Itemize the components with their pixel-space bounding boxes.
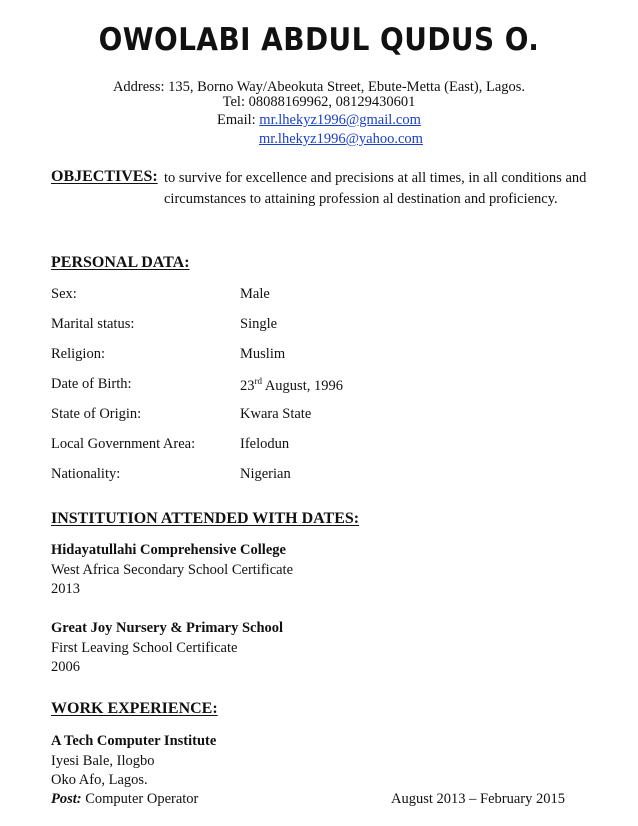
post-line	[51, 791, 198, 808]
row-value	[240, 376, 343, 395]
post-value: Computer Operator	[81, 791, 199, 807]
row-label: Religion:	[51, 346, 105, 362]
post-label: Post:	[51, 791, 82, 807]
company-name: A Tech Computer Institute	[51, 733, 217, 749]
email-line	[217, 112, 421, 129]
personal-data-heading: PERSONAL DATA:	[51, 254, 190, 271]
row-label: Nationality:	[51, 466, 121, 482]
row-label: State of Origin:	[51, 406, 142, 422]
institution-certificate: First Leaving School Certificate	[51, 639, 238, 656]
dob-rest: August, 1996	[262, 377, 343, 394]
objectives-text: to survive for excellence and precisions at all times, in all conditions and circumstances to attaining profession al destination and proficiency.	[164, 170, 587, 207]
institution-year: 2013	[51, 581, 80, 597]
telephone-line: Tel: 08088169962, 08129430601	[222, 94, 416, 110]
work-experience-heading: WORK EXPERIENCE:	[51, 700, 218, 717]
institutions-heading: INSTITUTION ATTENDED WITH DATES:	[51, 510, 360, 527]
row-value: Ifelodun	[240, 436, 290, 452]
work-entry	[51, 732, 216, 791]
email-link-yahoo[interactable]: mr.lhekyz1996@yahoo.com	[259, 131, 423, 147]
row-value: Nigerian	[240, 466, 291, 482]
institution-certificate: West Africa Secondary School Certificate	[51, 561, 294, 578]
company-address-line-1: Iyesi Bale, Ilogbo	[51, 752, 155, 769]
row-label: Local Government Area:	[51, 436, 196, 452]
post-dates: August 2013 – February 2015	[391, 791, 565, 807]
candidate-name: OWOLABI ABDUL QUDUS O.	[98, 22, 540, 58]
objectives-heading: OBJECTIVES:	[51, 168, 158, 185]
institution-year: 2006	[51, 659, 80, 675]
row-label: Sex:	[51, 286, 77, 302]
dob-day: 23	[240, 377, 255, 394]
row-value: Male	[240, 286, 270, 302]
institution-entry	[51, 541, 293, 600]
address-line: Address: 135, Borno Way/Abeokuta Street, Ebute-Metta (East), Lagos.	[112, 79, 526, 95]
row-label: Marital status:	[51, 316, 135, 332]
row-label: Date of Birth:	[51, 376, 132, 392]
row-value: Muslim	[240, 346, 286, 362]
email-label: Email:	[217, 112, 260, 128]
email-line-secondary	[259, 131, 423, 148]
institution-entry	[51, 619, 283, 678]
institution-name: Great Joy Nursery & Primary School	[51, 620, 284, 636]
dob-day-suffix: rd	[254, 376, 262, 386]
row-value: Kwara State	[240, 406, 312, 422]
company-address-line-2: Oko Afo, Lagos.	[51, 772, 148, 788]
email-link-gmail[interactable]: mr.lhekyz1996@gmail.com	[259, 112, 421, 128]
institution-name: Hidayatullahi Comprehensive College	[51, 542, 286, 558]
row-value: Single	[240, 316, 278, 332]
